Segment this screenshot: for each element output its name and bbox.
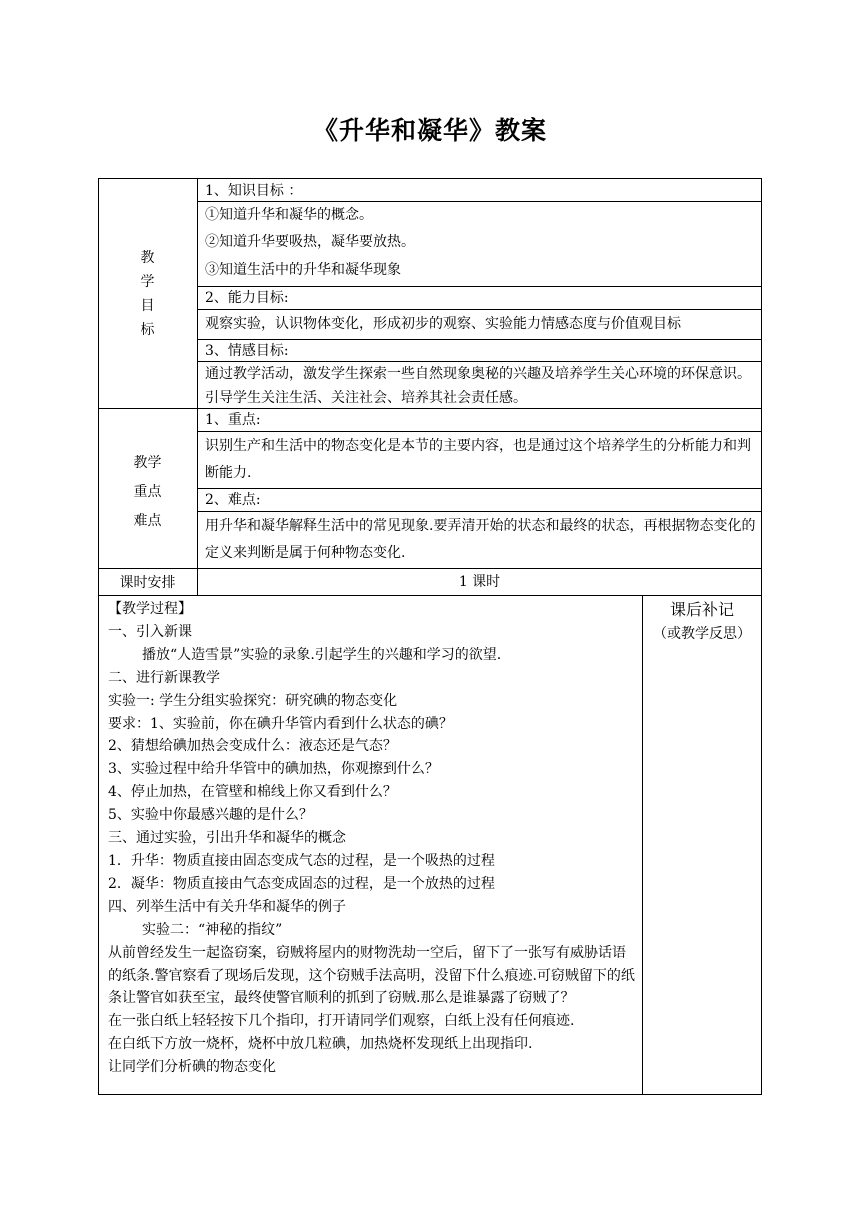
difficult-heading: 2、难点: [205,492,261,508]
knowledge-heading: 1、知识目标 ： [205,183,303,199]
emotion-heading: 3、情感目标: [205,343,289,359]
process-line: 1．升华：物质直接由固态变成气态的过程，是一个吸热的过程 [108,852,495,869]
divider [197,178,198,595]
process-line: 【教学过程】 [108,601,192,617]
process-line: 四、列举生活中有关升华和凝华的例子 [108,898,346,915]
divider [197,431,762,432]
process-line: 三、通过实验，引出升华和凝华的概念 [108,830,346,847]
process-line: 播放“人造雪景”实验的录象.引起学生的兴趣和学习的欲望. [142,646,502,663]
process-line: 3、实验过程中给升华管中的碘加热，你观擦到什么？ [108,761,439,778]
knowledge-item: ②知道升华要吸热，凝华要放热。 [205,234,415,250]
process-line: 在一张白纸上轻轻按下几个指印，打开请同学们观察，白纸上没有任何痕迹. [108,1013,575,1030]
divider [98,595,762,596]
divider [197,488,762,489]
keypoints-label-2: 重点 [133,484,162,500]
process-line: 二、进行新课教学 [108,669,220,686]
keypoints-label-3: 难点 [133,513,162,529]
process-line: 实验一: 学生分组实验探究：研究碘的物态变化 [108,692,398,709]
emotion-text: 通过教学活动，激发学生探索一些自然现象奥秘的兴趣及培养学生关心环境的环保意识。引导学生关注生活、关注社会、培养其社会责任感。 [205,366,751,406]
notes-title: 课后补记 [669,600,734,619]
process-line: 让同学们分析碘的物态变化 [108,1059,276,1076]
schedule-label: 课时安排 [119,575,176,591]
notes-subtitle: （或教学反思） [653,626,751,642]
objectives-label: 教 学 目 标 [140,250,155,338]
process-line: 一、引入新课 [108,623,192,640]
knowledge-item: ①知道升华和凝华的概念。 [205,207,373,223]
teaching-process [108,598,638,1079]
process-story: 从前曾经发生一起盗窃案，窃贼将屋内的财物洗劫一空后，留下了一张写有威胁话语的纸条.警官察看了现场后发现，这个窃贼手法高明，没留下什么痕迹.可窃贼留下的纸条让警官如获至宝，最终使警官顺利的抓到了窃贼.那么是谁暴露了窃贼了？ [108,944,635,1007]
process-line: 在白纸下方放一烧杯，烧杯中放几粒碘，加热烧杯发现纸上出现指印. [108,1036,533,1053]
divider [197,511,762,512]
schedule-value: 1 课时 [458,574,501,590]
process-line: 2、猜想给碘加热会变成什么：液态还是气态？ [108,738,397,755]
key-heading: 1、重点: [205,412,261,428]
process-line: 2．凝华：物质直接由气态变成固态的过程，是一个放热的过程 [108,875,495,892]
process-line: 5、实验中你最感兴趣的是什么？ [108,807,313,824]
knowledge-item: ③知道生活中的升华和凝华现象 [205,262,401,278]
ability-text: 观察实验，认识物体变化，形成初步的观察、实验能力情感态度与价值观目标 [205,316,681,332]
difficult-text: 用升华和凝华解释生活中的常见现象.要弄清开始的状态和最终的状态，再根据物态变化的定义来判断是属于何种物态变化. [205,518,756,561]
ability-heading: 2、能力目标: [205,290,289,306]
page-title: 《升华和凝华》教案 [312,116,547,145]
divider [642,595,643,1095]
keypoints-label-1: 教学 [133,455,162,471]
divider [197,309,762,310]
process-line: 要求：1、实验前，你在碘升华管内看到什么状态的碘？ [108,715,453,732]
process-line: 实验二：“神秘的指纹” [142,921,283,938]
key-text: 识别生产和生活中的物态变化是本节的主要内容，也是通过这个培养学生的分析能力和判断能力. [205,438,751,481]
process-line: 4、停止加热，在管壁和棉线上你又看到什么？ [108,784,397,801]
